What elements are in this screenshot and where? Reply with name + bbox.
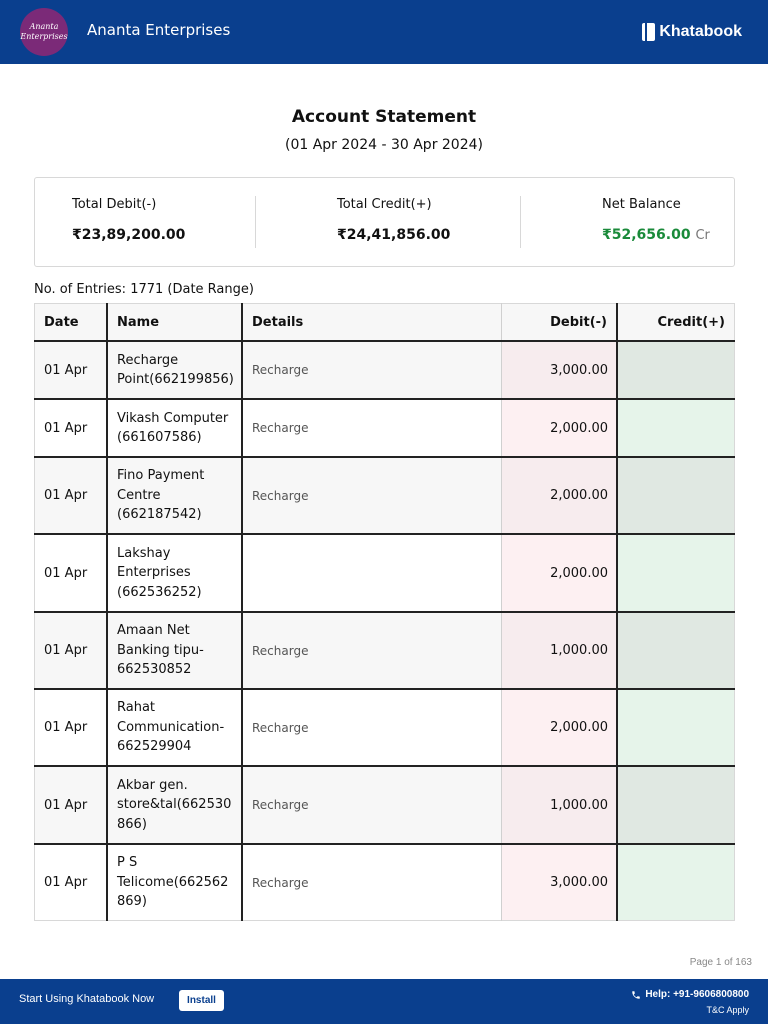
khatabook-brand-label: Khatabook [659, 23, 742, 40]
row-name-line: (662187542) [117, 507, 202, 523]
logo-line-1: Ananta [29, 22, 59, 31]
summary-card [34, 177, 735, 267]
phone-icon [631, 990, 641, 1000]
row-name-text [117, 544, 202, 603]
row-name-line: (662536252) [117, 584, 202, 600]
header-debit: Debit(-) [550, 314, 607, 330]
summary-divider [255, 196, 256, 248]
row-name-line: Enterprises [117, 565, 191, 581]
row-name-line: (661607586) [117, 430, 202, 445]
row-debit: 3,000.00 [550, 362, 608, 378]
row-name-text [117, 466, 204, 525]
business-name: Ananta Enterprises [87, 21, 231, 39]
net-balance-suffix: Cr [695, 228, 710, 243]
row-name [117, 612, 237, 689]
header-details: Details [252, 314, 304, 330]
row-name [117, 766, 237, 844]
row-name [117, 341, 237, 399]
header-credit: Credit(+) [657, 314, 725, 330]
row-name-line: Fino Payment [117, 468, 205, 484]
entries-count [34, 282, 254, 297]
logo-line-2: Enterprises [20, 32, 68, 41]
row-date: 01 Apr [44, 565, 88, 581]
row-name-line: Rahat [117, 700, 156, 716]
row-credit [627, 534, 725, 612]
header-name: Name [117, 314, 160, 330]
row-name-text [117, 853, 228, 912]
row-details: Recharge [252, 875, 309, 890]
row-name-line: 662529904 [117, 739, 192, 755]
row-details: Recharge [252, 798, 309, 812]
row-details: Recharge [252, 421, 309, 435]
row-details: Recharge [252, 643, 309, 658]
khatabook-logo-icon [642, 23, 655, 41]
row-credit [627, 689, 725, 766]
row-credit [627, 457, 725, 534]
row-credit [627, 399, 725, 457]
row-name-line: Akbar gen. [117, 777, 188, 793]
row-name-line: Point(662199856) [117, 372, 234, 387]
row-name-line: P S [117, 855, 138, 871]
row-name [117, 457, 237, 534]
page-title: Account Statement [291, 107, 477, 127]
row-name-line: Recharge [117, 352, 179, 368]
row-name-line: Centre [117, 487, 161, 503]
footer-cta-text: Start Using Khatabook Now [19, 993, 155, 1005]
row-details: Recharge [252, 363, 309, 377]
row-name [117, 534, 237, 612]
row-debit: 1,000.00 [550, 797, 608, 813]
net-balance [602, 227, 710, 243]
row-date: 01 Apr [44, 420, 88, 436]
row-credit [627, 766, 725, 844]
row-credit [627, 844, 725, 921]
page-number: Page 1 of 163 [689, 957, 752, 968]
row-debit: 3,000.00 [550, 875, 608, 890]
row-credit [627, 612, 725, 689]
row-name-line: 866) [117, 816, 147, 832]
row-date: 01 Apr [44, 362, 88, 378]
row-name-line: Lakshay [117, 545, 171, 561]
summary-divider [520, 196, 521, 248]
install-button[interactable]: Install [179, 990, 224, 1011]
net-balance-label: Net Balance [602, 197, 681, 212]
row-name-line: Banking tipu- [117, 642, 204, 658]
row-date: 01 Apr [44, 875, 88, 890]
khatabook-brand[interactable] [642, 23, 742, 41]
footer-bar [0, 979, 768, 1024]
row-name-line: Vikash Computer [117, 410, 229, 426]
entries-label: No. of Entries: [34, 282, 127, 297]
row-name-line: Amaan Net [117, 623, 190, 639]
row-name-text [117, 409, 228, 448]
total-credit-value: ₹24,41,856.00 [337, 227, 451, 243]
row-name-line: Telicome(662562 [117, 874, 229, 890]
row-details: Recharge [252, 720, 309, 735]
total-debit-value: ₹23,89,200.00 [72, 227, 186, 243]
total-debit-label: Total Debit(-) [72, 197, 157, 212]
row-name-text [117, 351, 234, 390]
row-name-line: Communication- [117, 719, 225, 735]
row-debit: 2,000.00 [550, 488, 608, 503]
row-credit [627, 341, 725, 399]
tnc-link[interactable]: T&C Apply [706, 1005, 749, 1015]
row-debit: 2,000.00 [550, 565, 608, 581]
row-name [117, 689, 237, 766]
row-name-text [117, 621, 204, 680]
row-name-line: 662530852 [117, 662, 192, 678]
row-details [252, 534, 492, 612]
row-debit: 2,000.00 [550, 720, 608, 735]
row-debit: 1,000.00 [550, 643, 608, 658]
row-name [117, 399, 237, 457]
total-credit-label: Total Credit(+) [337, 197, 432, 212]
row-date: 01 Apr [44, 488, 88, 503]
business-logo [20, 8, 68, 56]
row-name-line: store&tal(662530 [117, 797, 232, 813]
net-balance-value: ₹52,656.00 [602, 227, 691, 243]
row-name-text [117, 698, 224, 757]
row-name-text [117, 776, 231, 835]
row-debit: 2,000.00 [550, 420, 608, 436]
help-contact[interactable] [631, 989, 749, 1000]
header-date: Date [44, 314, 79, 330]
row-name-line: 869) [117, 894, 147, 910]
entries-value: 1771 (Date Range) [130, 282, 254, 297]
row-date: 01 Apr [44, 797, 88, 813]
row-details: Recharge [252, 488, 309, 503]
statement-date-range: (01 Apr 2024 - 30 Apr 2024) [284, 137, 483, 153]
top-bar [0, 0, 768, 64]
statement-table [34, 303, 735, 921]
row-name [117, 844, 237, 921]
row-date: 01 Apr [44, 720, 88, 735]
row-date: 01 Apr [44, 643, 88, 658]
help-label: Help: +91-9606800800 [645, 989, 749, 1000]
